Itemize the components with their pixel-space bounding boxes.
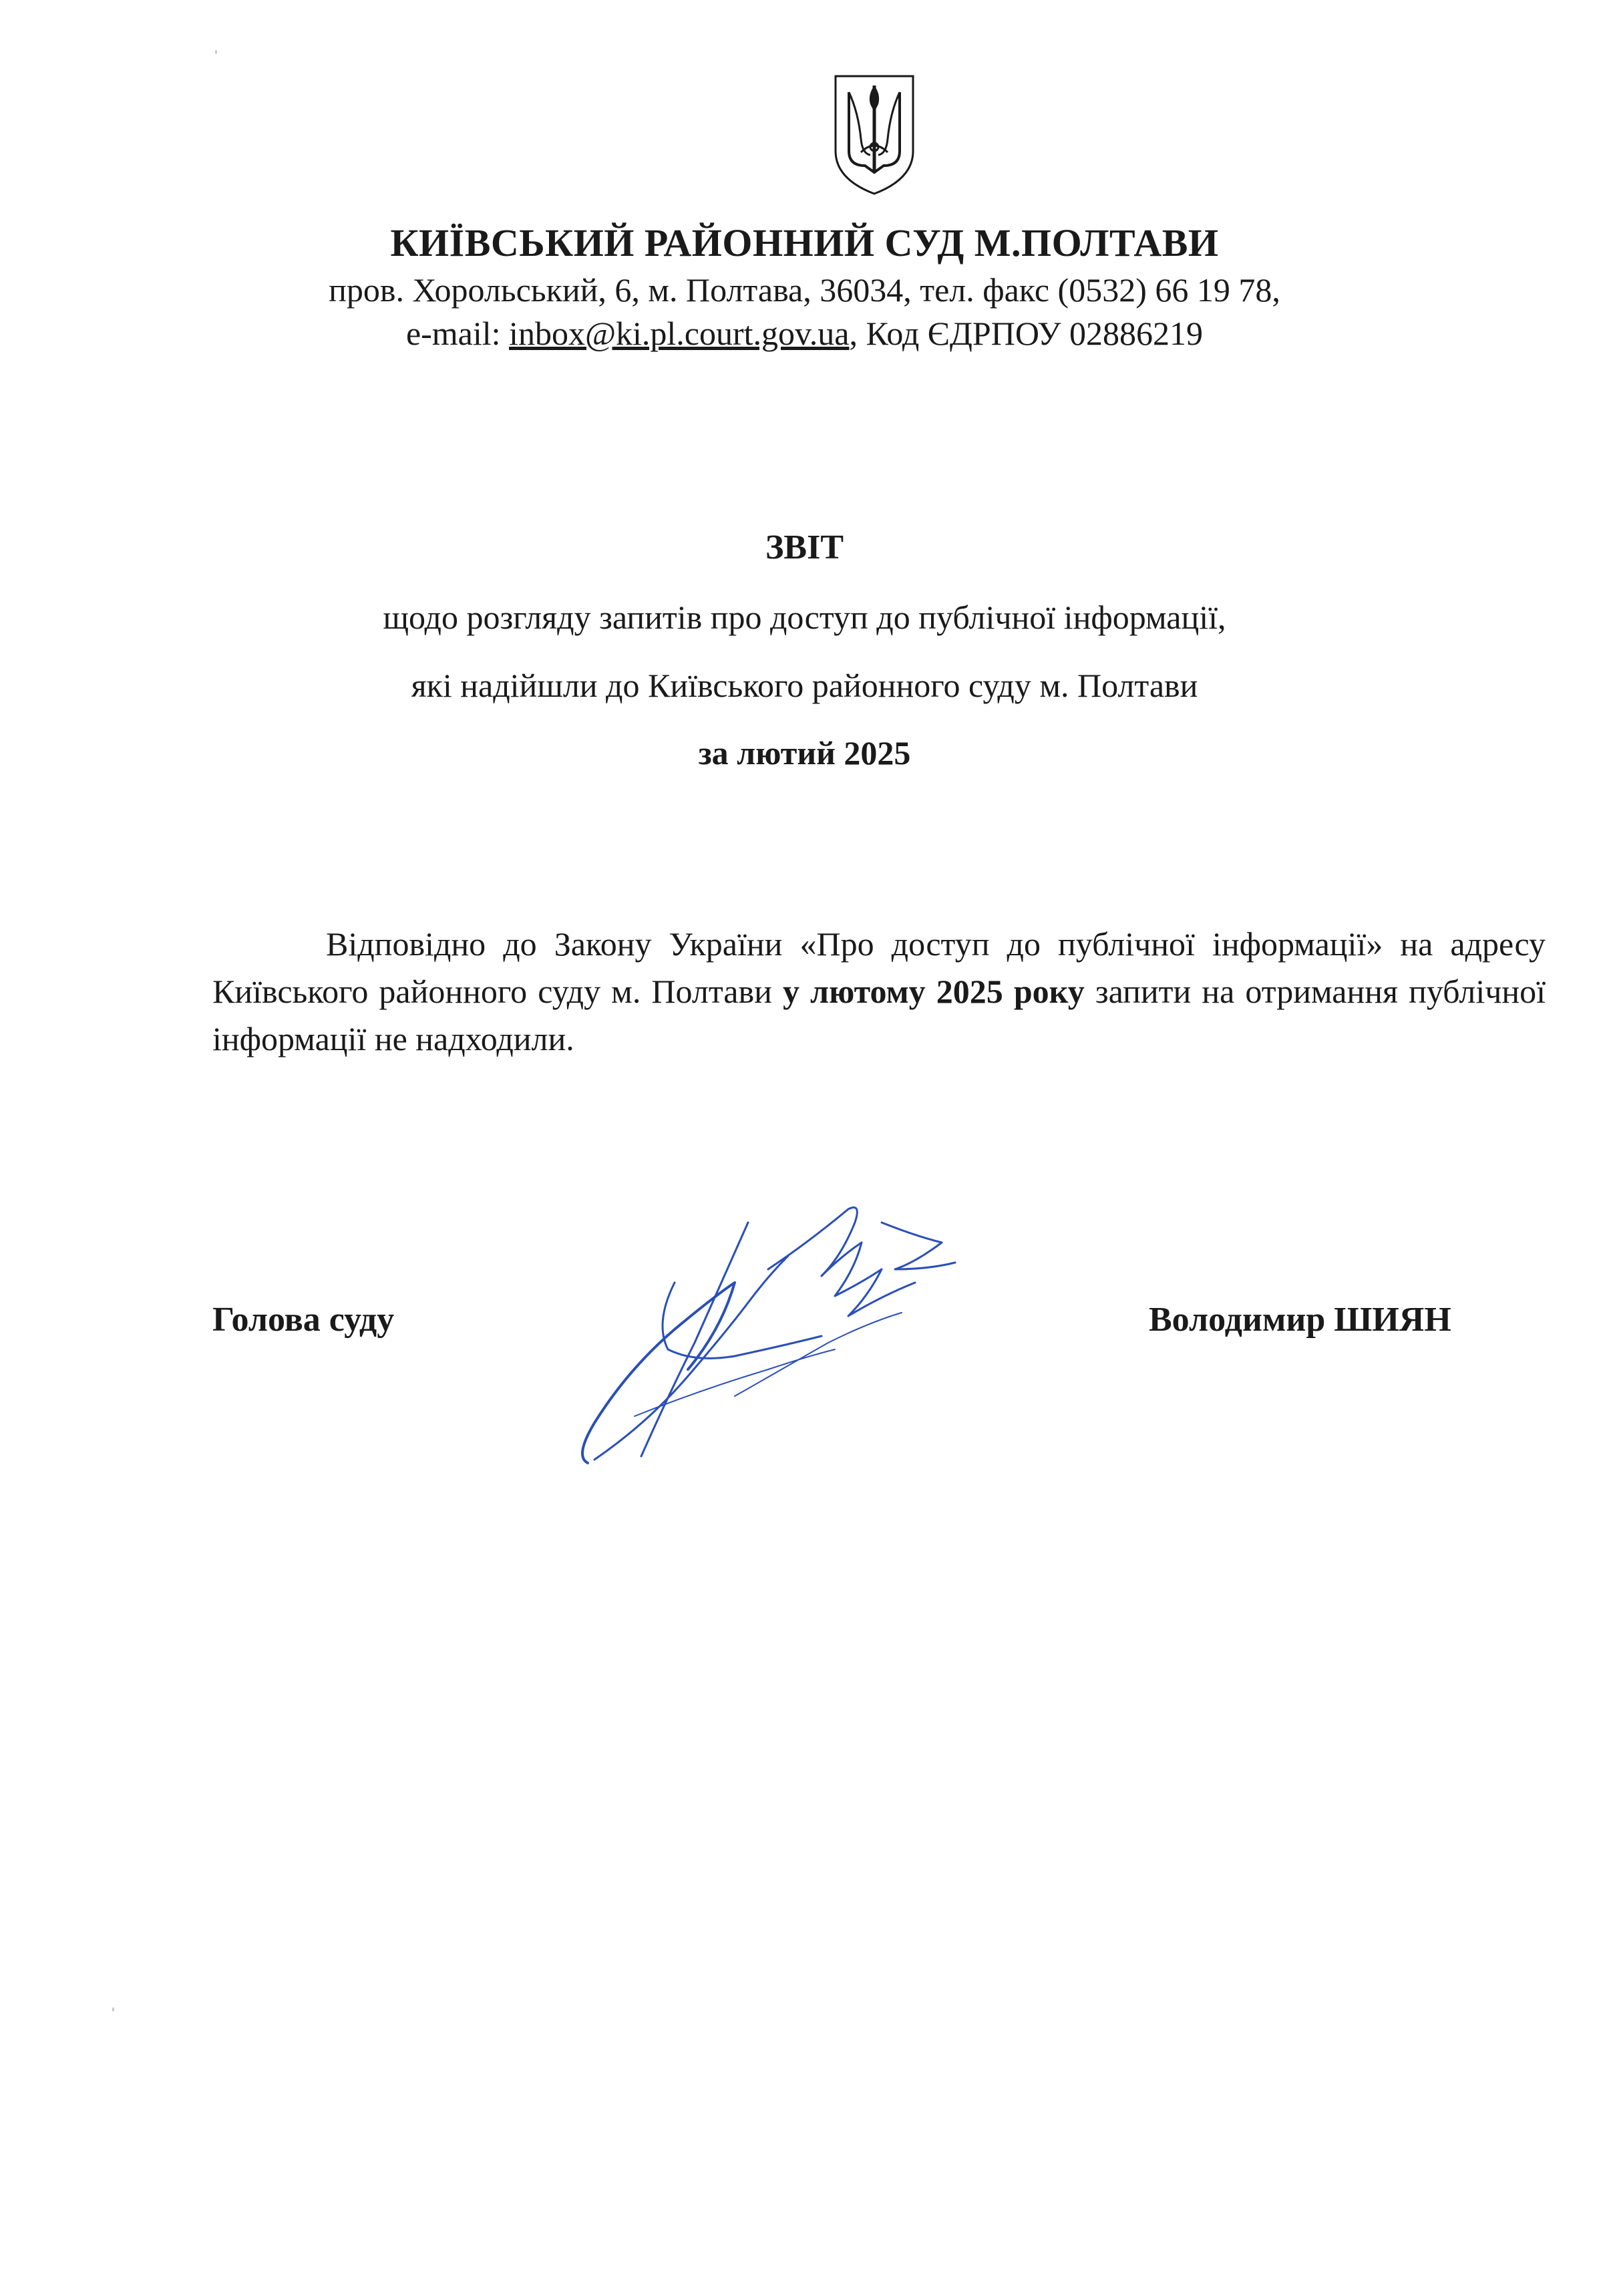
court-name: КИЇВСЬКИЙ РАЙОННИЙ СУД М.ПОЛТАВИ <box>390 221 1219 265</box>
edrpou-code: , Код ЄДРПОУ 02886219 <box>849 315 1204 352</box>
signer-name: Володимир ШИЯН <box>1149 1301 1451 1339</box>
court-contacts <box>0 314 1609 353</box>
email-label: e-mail: <box>405 315 510 352</box>
report-subtitle-line1: щодо розгляду запитів про доступ до публічної інформації, <box>383 599 1226 636</box>
scan-speck <box>112 2007 114 2011</box>
court-address: пров. Хорольський, 6, м. Полтава, 36034, тел. факс (0532) 66 19 78, <box>329 271 1280 309</box>
body-text-part1: Відповідно до Закону України «Про доступ до публічної інформації» на адресу Київського районного суду м. Полтави <box>212 925 1546 1010</box>
body-text-bold: у лютому 2025 року <box>782 973 1085 1010</box>
trident-emblem-icon <box>832 72 917 196</box>
email-link[interactable]: inbox@ki.pl.court.gov.ua <box>509 315 850 352</box>
signer-role: Голова суду <box>212 1301 395 1339</box>
report-body-paragraph <box>212 921 1546 1063</box>
body-text-part2: запити на отримання публічної інформації не надходили. <box>212 973 1546 1057</box>
report-subtitle-line2: які надійшли до Київського районного суду м. Полтави <box>411 667 1198 704</box>
handwritten-signature <box>568 1196 1035 1476</box>
report-period: за лютий 2025 <box>698 734 911 772</box>
report-title: ЗВІТ <box>765 528 844 566</box>
scan-speck <box>215 50 217 54</box>
